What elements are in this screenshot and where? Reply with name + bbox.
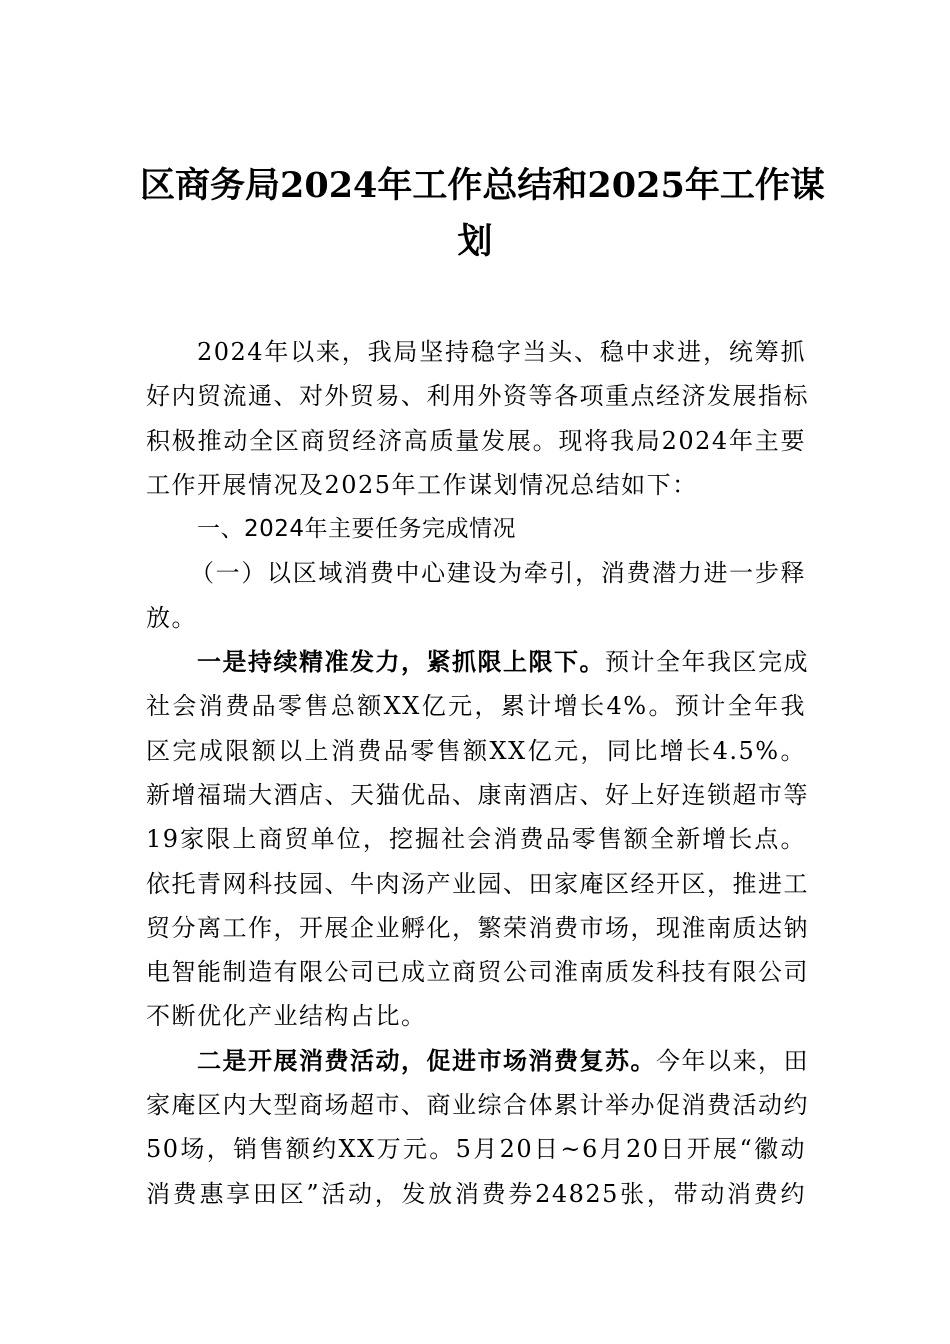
document-body	[146, 330, 809, 1216]
subsection-1-line-2: 放。	[146, 603, 197, 632]
title-line-1: 区商务局2024年工作总结和2025年工作谋	[140, 165, 825, 206]
para-2-line-3: 50场，销售额约XX万元。5月20日~6月20日开展“徽动	[146, 1135, 806, 1164]
title-line-2: 划	[457, 221, 493, 262]
para-1-line-4: 新增福瑞大酒店、天猫优品、康南酒店、好上好连锁超市等	[146, 780, 809, 809]
intro-line-2: 好内贸流通、对外贸易、利用外资等各项重点经济发展指标	[146, 382, 809, 411]
para-1-line-7: 贸分离工作，开展企业孵化，繁荣消费市场，现淮南质达钠	[146, 913, 809, 942]
intro-line-4: 工作开展情况及2025年工作谋划情况总结如下：	[146, 470, 698, 499]
para-1-first-rest: 预计全年我区完成	[605, 648, 809, 677]
para-1-line-2: 社会消费品零售总额XX亿元，累计增长4%。预计全年我	[146, 692, 806, 721]
para-1-line-6: 依托青网科技园、牛肉汤产业园、田家庵区经开区，推进工	[146, 869, 809, 898]
para-1-line-8: 电智能制造有限公司已成立商贸公司淮南质发科技有限公司	[146, 958, 809, 987]
subsection-1-line-1: （一）以区域消费中心建设为牵引，消费潜力进一步释	[190, 559, 806, 588]
para-2-line-4: 消费惠享田区”活动，发放消费券24825张，带动消费约	[146, 1179, 806, 1208]
para-2-line-1	[146, 1039, 809, 1083]
document-title	[140, 158, 825, 270]
para-2-first-rest: 今年以来，田	[656, 1046, 809, 1075]
intro-line-1: 2024年以来，我局坚持稳字当头、稳中求进，统筹抓	[197, 338, 806, 366]
para-2-line-2: 家庵区内大型商场超市、商业综合体累计举办促消费活动约	[146, 1091, 809, 1120]
para-1-line-9: 不断优化产业结构占比。	[146, 1002, 427, 1031]
intro-line-3: 积极推动全区商贸经济高质量发展。现将我局2024年主要	[146, 426, 806, 455]
para-1-line-1	[146, 640, 809, 684]
para-2-bold-lead: 二是开展消费活动，促进市场消费复苏。	[197, 1045, 656, 1075]
para-1-line-5: 19家限上商贸单位，挖掘社会消费品零售额全新增长点。	[146, 825, 806, 854]
para-1-bold-lead: 一是持续精准发力，紧抓限上限下。	[197, 647, 605, 677]
para-1-line-3: 区完成限额以上消费品零售额XX亿元，同比增长4.5%。	[146, 736, 806, 765]
section-1-heading: 一、2024年主要任务完成情况	[197, 516, 517, 543]
